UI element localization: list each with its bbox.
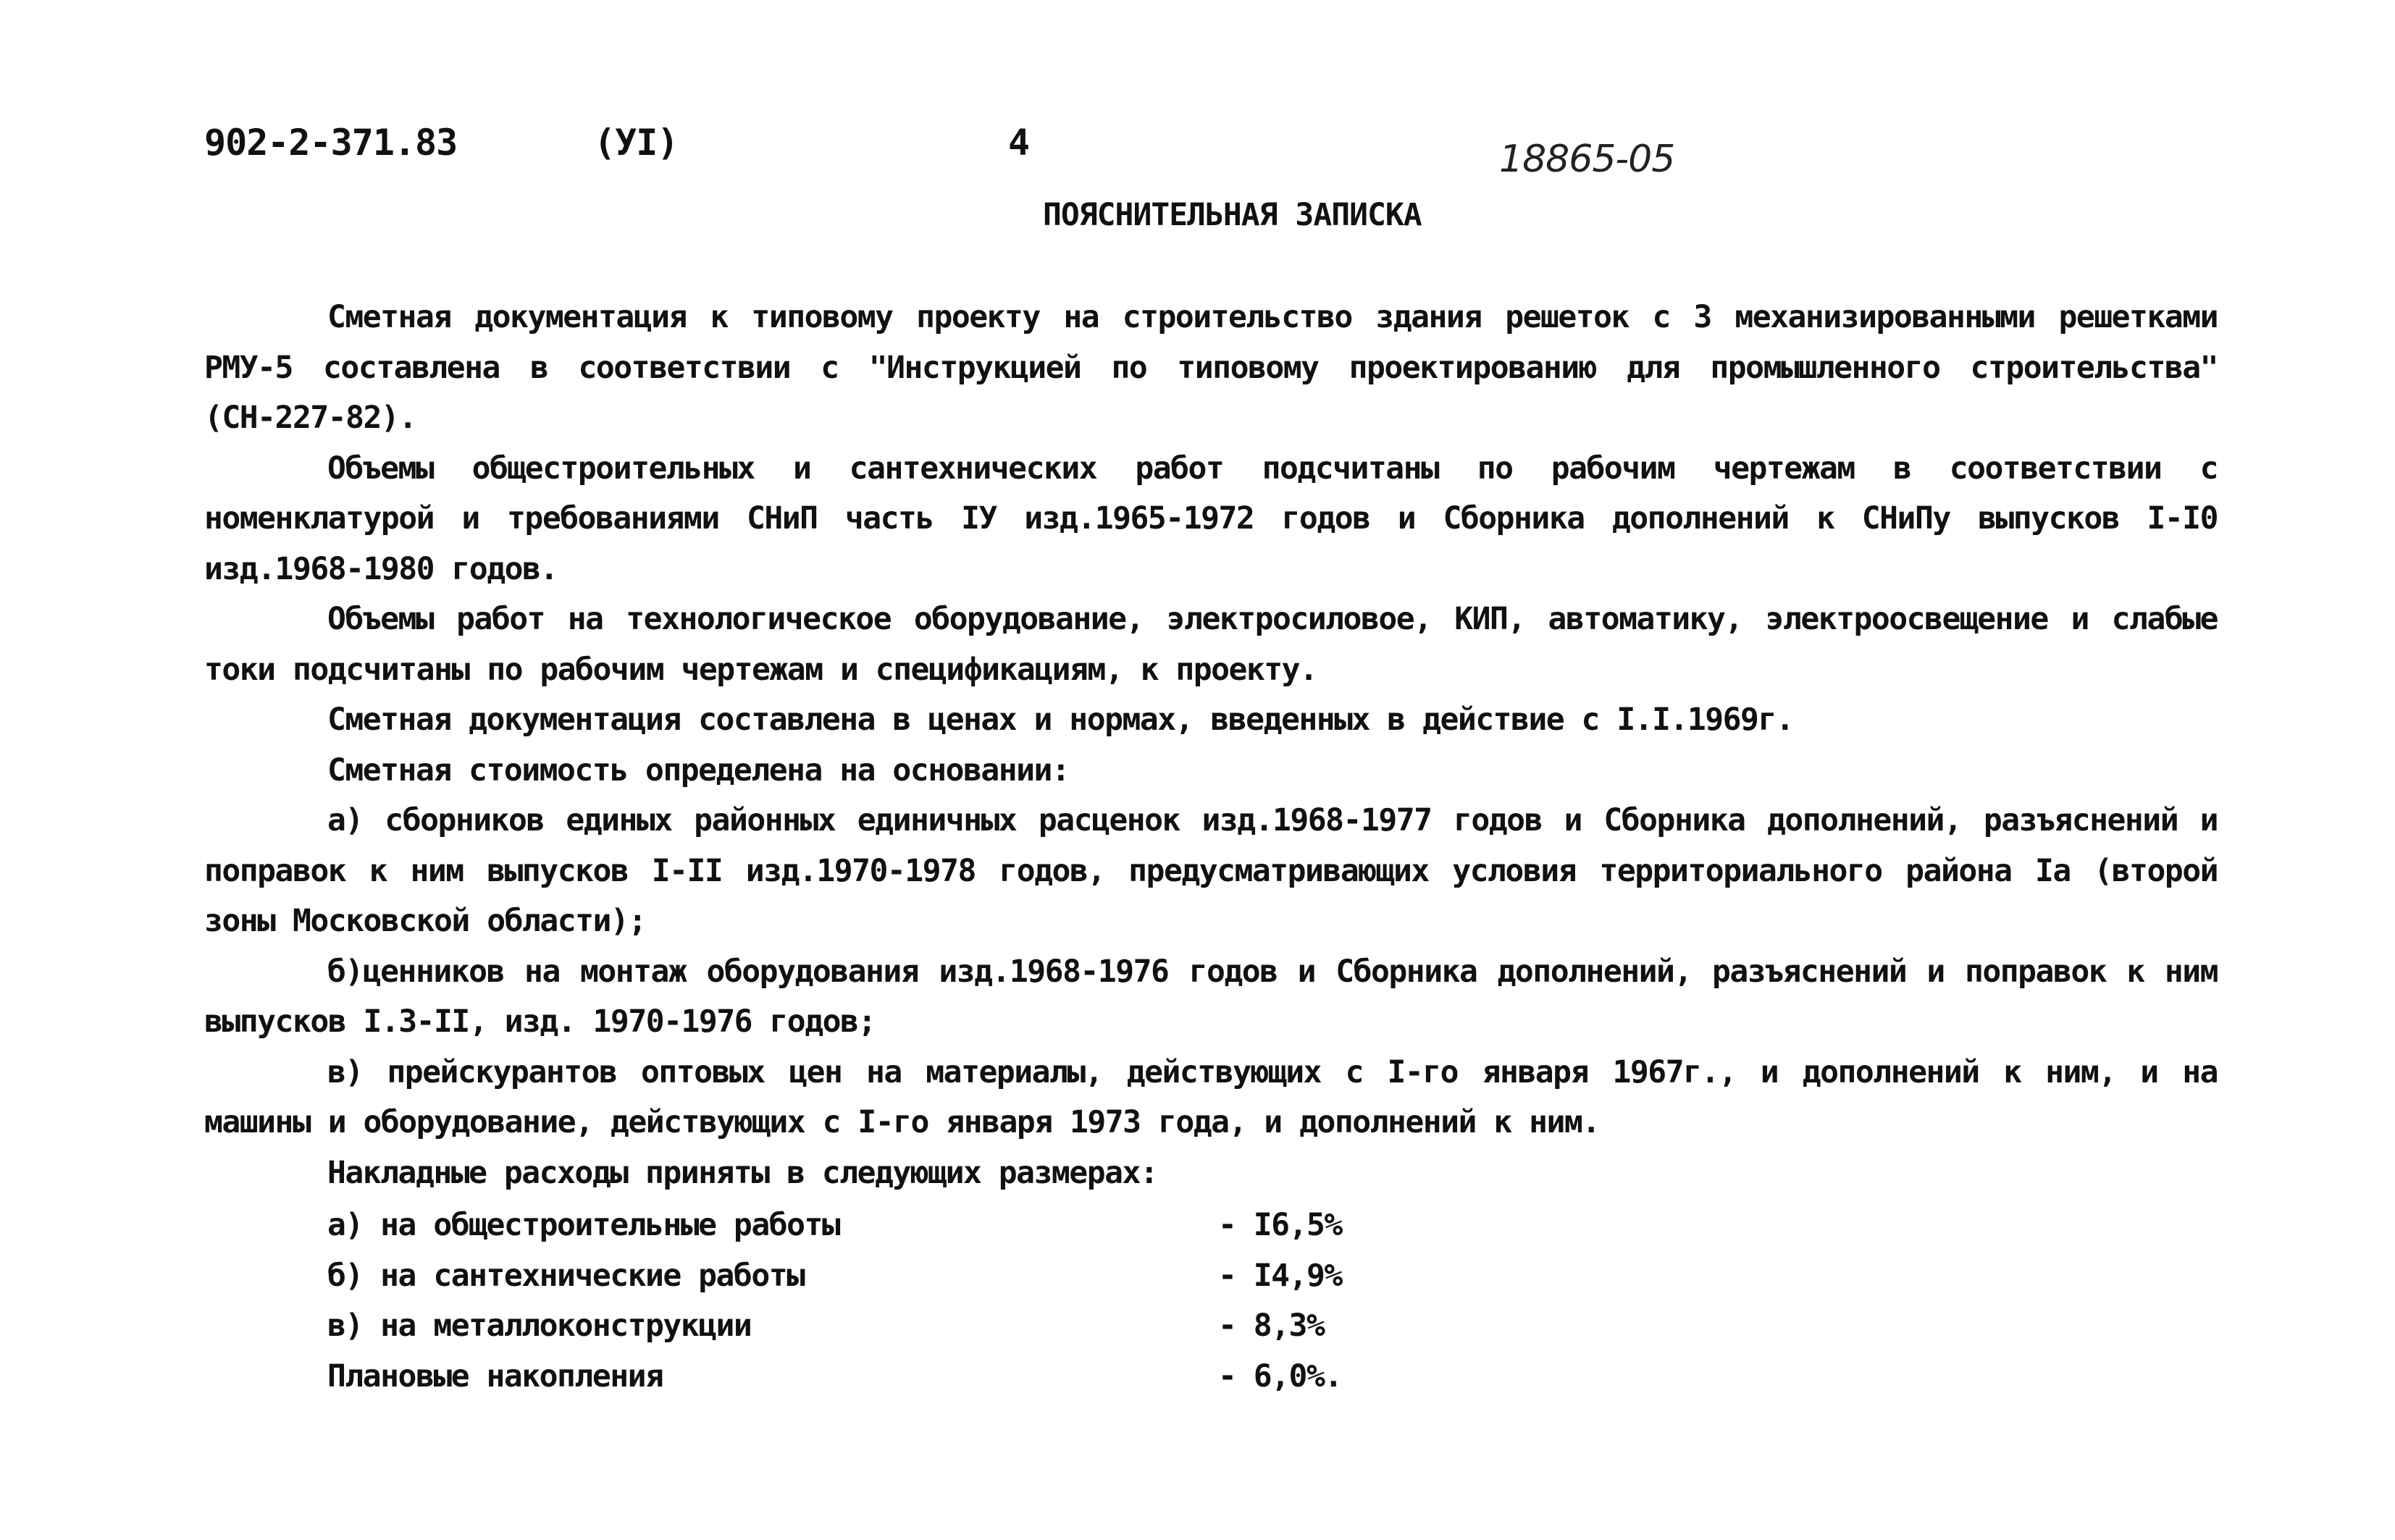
page-number: 4 bbox=[1008, 122, 1030, 164]
paragraph: Сметная стоимость определена на основании: bbox=[327, 752, 1070, 788]
paragraph: Объемы работ на технологическое оборудование, электросиловое, КИП, автоматику, электроосвещение и слабые токи подсчитаны по рабочим чертежам и спецификациям, к проекту. bbox=[204, 601, 2218, 688]
volume-number: (УI) bbox=[594, 122, 679, 164]
paragraph: в) прейскурантов оптовых цен на материалы, действующих с I-го января 1967г., и дополнений к ним, и на машины и оборудование, действующих с I-го января 1973 года, и дополнений к ним. bbox=[204, 1053, 2218, 1140]
paragraph: Объемы общестроительных и сантехнических работ подсчитаны по рабочим чертежам в соответствии с номенклатурой и требованиями СНиП часть IУ изд.1965-1972 годов и Сборника дополнений к СНиПу выпусков I-I0 изд.1968-1980 годов. bbox=[204, 450, 2218, 587]
archive-number: 18865-05 bbox=[1499, 138, 1675, 181]
rate-label: в) на металлоконструкции bbox=[327, 1308, 752, 1344]
paragraph: Сметная документация составлена в ценах и нормах, введенных в действие с I.I.1969г. bbox=[327, 702, 1794, 738]
paragraph: Накладные расходы приняты в следующих размерах: bbox=[327, 1154, 1158, 1191]
explanatory-note-body bbox=[204, 293, 2218, 1198]
rate-row bbox=[327, 1251, 1435, 1302]
rate-value: - I6,5% bbox=[1218, 1207, 1342, 1243]
paragraph: Сметная документация к типовому проекту на строительство здания решеток с 3 механизированными решетками РМУ-5 составлена в соответствии с "Инструкцией по типовому проектированию для промышленного строительства" (СН-227-82). bbox=[204, 299, 2218, 436]
rate-row bbox=[327, 1301, 1435, 1352]
rate-row bbox=[327, 1352, 1435, 1402]
rate-value: - I4,9% bbox=[1218, 1257, 1342, 1294]
paragraph: а) сборников единых районных единичных расценок изд.1968-1977 годов и Сборника дополнений, разъяснений и поправок к ним выпусков I-II изд.1970-1978 годов, предусматривающих условия территориального района Iа (второй зоны Московской области); bbox=[204, 802, 2218, 939]
rate-label: б) на сантехнические работы bbox=[327, 1257, 805, 1294]
rate-label: а) на общестроительные работы bbox=[327, 1207, 840, 1243]
document-title: ПОЯСНИТЕЛЬНАЯ ЗАПИСКА bbox=[1043, 197, 1422, 233]
overhead-rates-table bbox=[327, 1200, 1435, 1402]
paragraph: б)ценников на монтаж оборудования изд.1968-1976 годов и Сборника дополнений, разъяснений и поправок к ним выпусков I.3-II, изд. 1970-1976 годов; bbox=[204, 953, 2218, 1040]
document-code: 902-2-371.83 bbox=[204, 122, 458, 164]
rate-value: - 6,0%. bbox=[1218, 1358, 1342, 1394]
rate-value: - 8,3% bbox=[1218, 1308, 1325, 1344]
rate-row bbox=[327, 1200, 1435, 1251]
rate-label: Плановые накопления bbox=[327, 1358, 663, 1394]
